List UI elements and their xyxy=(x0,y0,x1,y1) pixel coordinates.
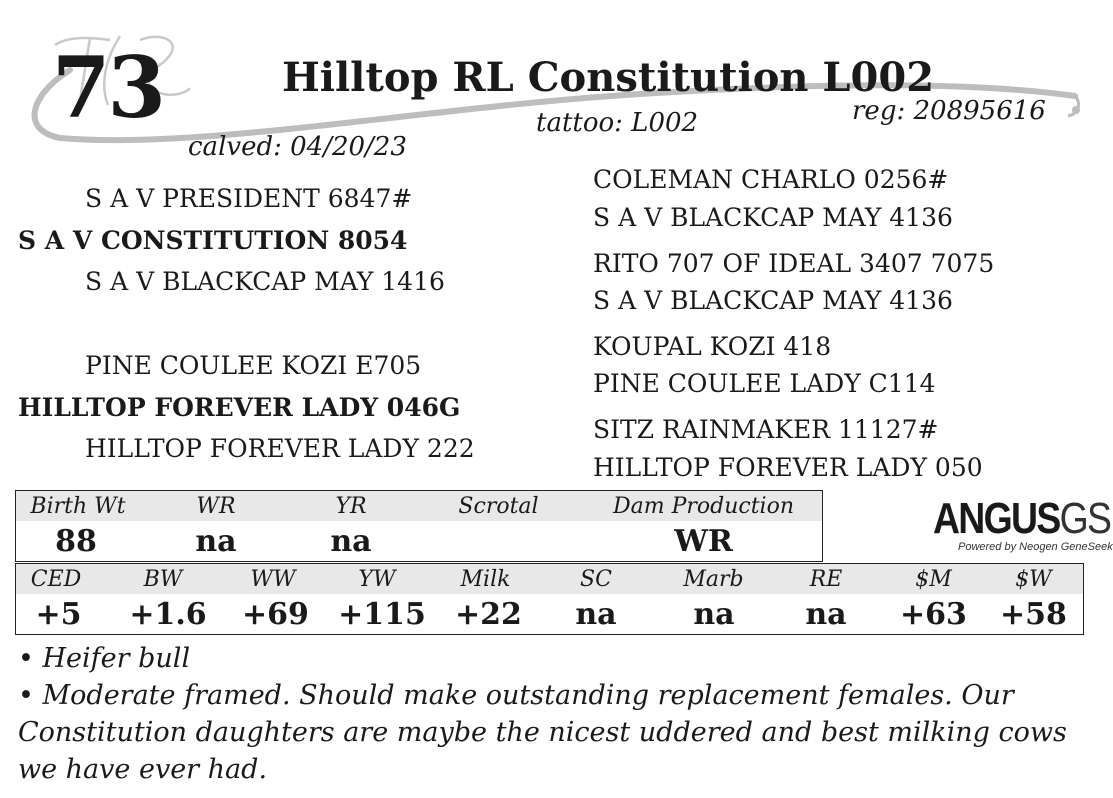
epd-value: +1.6 xyxy=(129,597,207,632)
epd-value: +58 xyxy=(1000,597,1067,632)
logo-tagline: Powered by Neogen GeneSeek xyxy=(958,541,1113,553)
epd-value: +69 xyxy=(242,597,309,632)
animal-name: Hilltop RL Constitution L002 xyxy=(282,54,935,101)
lot-number: 73 xyxy=(52,38,163,137)
performance-header: Birth Wt xyxy=(30,494,126,519)
performance-header: Scrotal xyxy=(458,494,539,519)
performance-value: na xyxy=(330,524,372,559)
epd-header: $W xyxy=(1015,567,1052,592)
epd-value: +63 xyxy=(900,597,967,632)
great-grandparent: RITO 707 OF IDEAL 3407 7075 xyxy=(593,249,995,278)
sire-sire: S A V PRESIDENT 6847# xyxy=(85,184,413,213)
sire-dam: S A V BLACKCAP MAY 1416 xyxy=(85,267,445,296)
epd-value: +22 xyxy=(455,597,522,632)
registration-number: reg: 20895616 xyxy=(852,96,1046,126)
sire-name: S A V CONSTITUTION 8054 xyxy=(18,226,408,255)
great-grandparent: KOUPAL KOZI 418 xyxy=(593,332,832,361)
epd-value: na xyxy=(693,597,735,632)
performance-value: 88 xyxy=(55,524,97,559)
epd-header: CED xyxy=(30,567,82,592)
epd-value: +115 xyxy=(338,597,426,632)
great-grandparent: S A V BLACKCAP MAY 4136 xyxy=(593,286,953,315)
note-text: Moderate framed. Should make outstanding replacement females. Our xyxy=(42,680,1014,711)
great-grandparent: HILLTOP FOREVER LADY 050 xyxy=(593,453,983,482)
epd-value: na xyxy=(575,597,617,632)
performance-header: Dam Production xyxy=(612,494,795,519)
note-text: Heifer bull xyxy=(42,643,191,674)
great-grandparent: S A V BLACKCAP MAY 4136 xyxy=(593,203,953,232)
dam-sire: PINE COULEE KOZI E705 xyxy=(85,351,422,380)
logo-suffix: GS xyxy=(1059,494,1111,543)
epd-header: YW xyxy=(358,567,396,592)
tattoo: tattoo: L002 xyxy=(536,108,699,138)
performance-header: YR xyxy=(335,494,367,519)
epd-header: RE xyxy=(809,567,843,592)
epd-header: WW xyxy=(250,567,296,592)
note-line: Constitution daughters are maybe the nicest uddered and best milking cows xyxy=(18,717,1067,748)
great-grandparent: COLEMAN CHARLO 0256# xyxy=(593,165,949,194)
performance-value: WR xyxy=(674,524,733,559)
logo-text: ANGUS xyxy=(933,494,1060,543)
dam-dam: HILLTOP FOREVER LADY 222 xyxy=(85,434,475,463)
epd-value: na xyxy=(805,597,847,632)
note-line: • Moderate framed. Should make outstanding replacement females. Our xyxy=(18,680,1014,711)
note-line: we have ever had. xyxy=(18,754,268,785)
epd-header: SC xyxy=(580,567,612,592)
epd-header: BW xyxy=(143,567,183,592)
angus-gs-logo xyxy=(933,494,1110,544)
note-line: • Heifer bull xyxy=(18,643,191,674)
great-grandparent: PINE COULEE LADY C114 xyxy=(593,369,936,398)
epd-header: Marb xyxy=(683,567,744,592)
performance-header: WR xyxy=(196,494,236,519)
epd-table xyxy=(15,563,1084,635)
dam-name: HILLTOP FOREVER LADY 046G xyxy=(18,393,461,422)
great-grandparent: SITZ RAINMAKER 11127# xyxy=(593,415,939,444)
performance-value: na xyxy=(195,524,237,559)
calved-date: calved: 04/20/23 xyxy=(188,132,407,162)
performance-table xyxy=(15,490,823,562)
epd-header: Milk xyxy=(460,567,511,592)
epd-value: +5 xyxy=(35,597,82,632)
epd-header: $M xyxy=(915,567,952,592)
